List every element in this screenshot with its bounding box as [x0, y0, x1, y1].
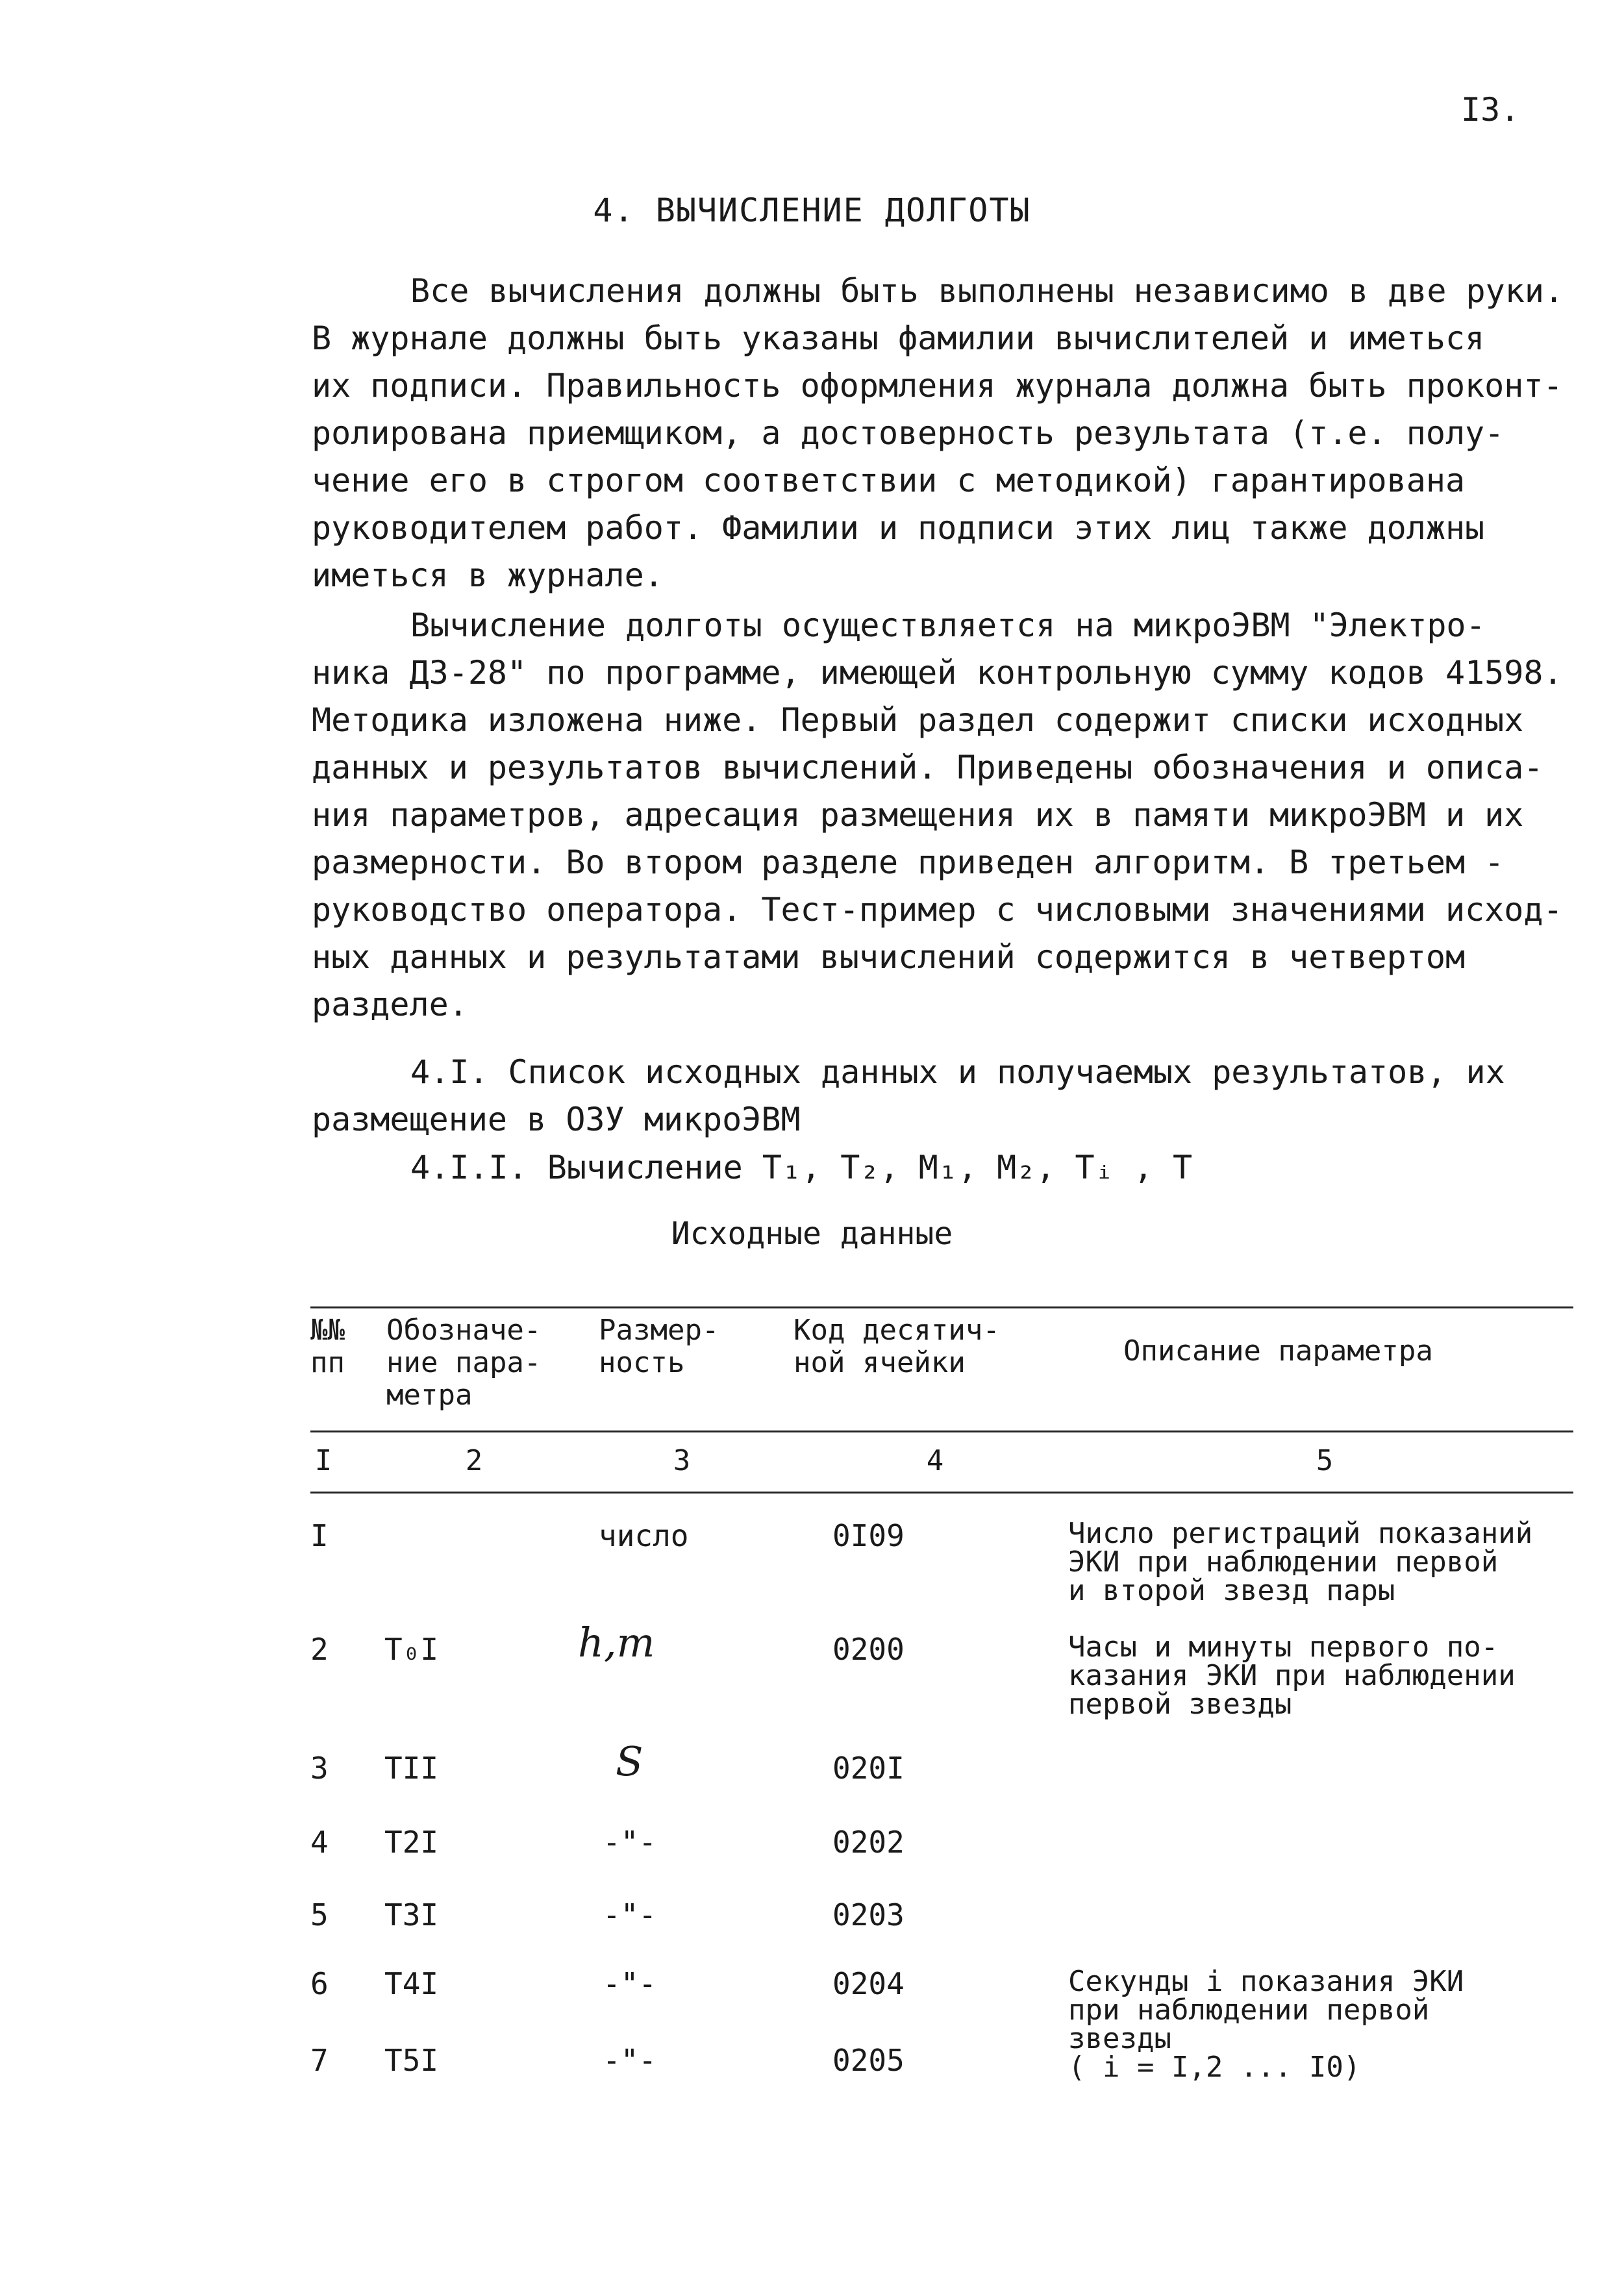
description-line: первой звезды: [1068, 1688, 1292, 1721]
paragraph-1: [312, 268, 1571, 599]
column-number: 2: [465, 1444, 483, 1477]
table-numbers-rule: [310, 1492, 1573, 1493]
row-code: 020I: [832, 1751, 905, 1786]
text-line: данных и результатов вычислений. Приведены обозначения и описа-: [312, 749, 1543, 786]
section-title: 4. ВЫЧИСЛЕНИЕ ДОЛГОТЫ: [593, 192, 1031, 229]
text-line: В журнале должны быть указаны фамилии вычислителей и иметься: [312, 319, 1485, 357]
table-header-rule: [310, 1431, 1573, 1432]
row-dimension: S: [616, 1738, 643, 1785]
description-line: ЭКИ при наблюдении первой: [1068, 1545, 1499, 1579]
description-line: звезды: [1068, 2022, 1171, 2055]
row-dimension: -"-: [603, 1966, 657, 2001]
row-designation: Т₀I: [384, 1632, 439, 1667]
row-dimension: -"-: [603, 1825, 657, 1860]
row-designation: Т2I: [384, 1825, 439, 1860]
row-dimension: число: [599, 1518, 689, 1553]
row-description: [1068, 1633, 1516, 1719]
column-number: I: [314, 1444, 332, 1477]
row-description: [1068, 1965, 1464, 2084]
header-dimension: Размер- ность: [599, 1314, 719, 1379]
row-dimension: -"-: [603, 2043, 657, 2078]
row-code: 0203: [832, 1897, 905, 1932]
row-code: 0202: [832, 1825, 905, 1860]
text-line: ника ДЗ-28" по программе, имеющей контрольную сумму кодов 41598.: [312, 654, 1563, 692]
header-designation: Обозначе- ние пара- метра: [386, 1314, 542, 1412]
row-code: 0205: [832, 2043, 905, 2078]
text-line: Вычисление долготы осуществляется на микроЭВМ "Электро-: [410, 606, 1486, 644]
description-line: ( i = I,2 ... I0): [1068, 2051, 1361, 2084]
row-designation: Т5I: [384, 2043, 439, 2078]
text-line: иметься в журнале.: [312, 556, 664, 594]
row-designation: Т4I: [384, 1966, 439, 2001]
text-line: размещение в ОЗУ микроЭВМ: [312, 1101, 801, 1138]
column-number: 3: [673, 1444, 691, 1477]
row-code: 0200: [832, 1632, 905, 1667]
subsection-4-1: [312, 1049, 1571, 1144]
row-code: 0204: [832, 1966, 905, 2001]
description-line: казания ЭКИ при наблюдении: [1068, 1659, 1516, 1692]
row-number: 2: [310, 1632, 329, 1667]
header-cell-code: Код десятич- ной ячейки: [793, 1314, 1000, 1379]
row-number: 6: [310, 1966, 329, 2001]
subsection-4-1-1: [312, 1144, 1571, 1192]
row-number: 5: [310, 1897, 329, 1932]
row-code: 0I09: [832, 1518, 905, 1553]
page-number: I3.: [1461, 91, 1520, 129]
text-line: Все вычисления должны быть выполнены независимо в две руки.: [410, 272, 1564, 310]
row-number: 4: [310, 1825, 329, 1860]
row-number: 3: [310, 1751, 329, 1786]
description-line: Число регистраций показаний: [1068, 1517, 1533, 1550]
description-line: и второй звезд пары: [1068, 1574, 1395, 1607]
row-number: I: [310, 1518, 329, 1553]
text-line: ния параметров, адресация размещения их в памяти микроЭВМ и их: [312, 796, 1524, 834]
text-line: ролирована приемщиком, а достоверность результата (т.е. полу-: [312, 414, 1505, 452]
text-line: разделе.: [312, 986, 468, 1023]
row-description: [1068, 1519, 1532, 1605]
paragraph-2: [312, 602, 1571, 1029]
header-number: №№ пп: [310, 1314, 345, 1379]
column-number: 4: [926, 1444, 944, 1477]
text-line: руководство оператора. Тест-пример с числовыми значениями исход-: [312, 891, 1563, 929]
table-top-rule: [310, 1306, 1573, 1308]
description-line: при наблюдении первой: [1068, 1993, 1430, 2027]
table-caption: Исходные данные: [671, 1216, 953, 1252]
column-number: 5: [1316, 1444, 1334, 1477]
text-line: чение его в строгом соответствии с методикой) гарантирована: [312, 462, 1466, 499]
row-designation: ТII: [384, 1751, 439, 1786]
text-line: 4.I.I. Вычисление Т₁, Т₂, М₁, М₂, Тᵢ , Т: [410, 1149, 1193, 1186]
row-number: 7: [310, 2043, 329, 2078]
description-line: Секунды i показания ЭКИ: [1068, 1965, 1464, 1998]
description-line: Часы и минуты первого по-: [1068, 1631, 1499, 1664]
text-line: руководителем работ. Фамилии и подписи этих лиц также должны: [312, 509, 1485, 547]
row-dimension: h,m: [578, 1619, 655, 1666]
text-line: Методика изложена ниже. Первый раздел содержит списки исходных: [312, 701, 1524, 739]
text-line: 4.I. Список исходных данных и получаемых результатов, их: [410, 1053, 1505, 1091]
row-dimension: -"-: [603, 1897, 657, 1932]
header-description: Описание параметра: [1123, 1334, 1433, 1368]
text-line: ных данных и результатами вычислений содержится в четвертом: [312, 938, 1466, 976]
text-line: их подписи. Правильность оформления журнала должна быть проконт-: [312, 367, 1563, 405]
row-designation: Т3I: [384, 1897, 439, 1932]
text-line: размерности. Во втором разделе приведен алгоритм. В третьем -: [312, 844, 1505, 881]
